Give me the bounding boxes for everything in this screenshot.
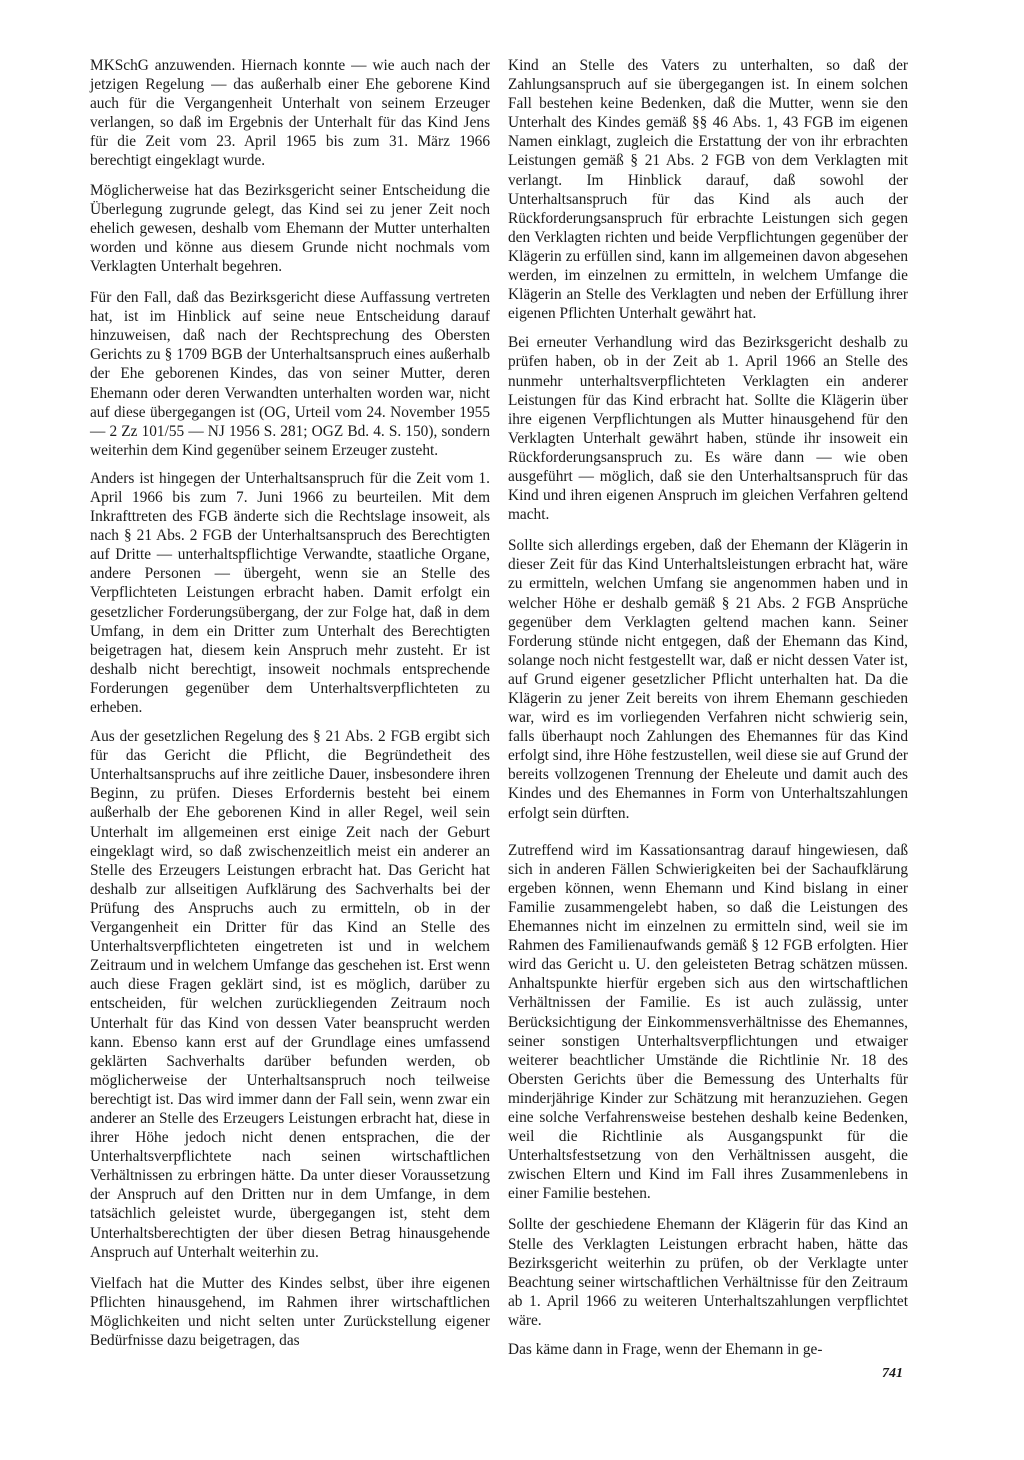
paragraph: Zutreffend wird im Kassationsantrag darauf hingewiesen, daß sich in anderen Fällen Schwierigkeiten bei der Sachaufklärung ergeben können, wenn Ehemann und Kind bislang in einer Familie zusammengelebt haben, so daß die Leistungen des Ehemannes nicht im einzelnen zu ermitteln sind, weil sie im Rahmen des Familienaufwands gemäß § 12 FGB erfolgten. Hier wird das Gericht u. U. den geleisteten Betrag schätzen müssen. Anhaltspunkte hierfür ergeben sich aus den wirtschaftlichen Verhältnissen der Familie. Es ist auch zulässig, unter Berücksichtigung der Einkommensverhältnisse des Ehemannes, seiner sonstigen Unterhaltsverpflichtungen und etwaiger weiterer beachtlicher Umstände die Richtlinie Nr. 18 des Obersten Gerichts über die Bemessung des Unterhalts für minderjährige Kinder zur Schätzung mit heranzuziehen. Gegen eine solche Verfahrensweise bestehen deshalb keine Bedenken, weil die Richtlinie als Ausgangspunkt für die Unterhaltsfestsetzung von den Verhältnissen ausgeht, die zwischen Eltern und Kind im Fall ihres Zusammenlebens in einer Familie bestehen. bbox=[508, 841, 908, 1203]
paragraph: Aus der gesetzlichen Regelung des § 21 Abs. 2 FGB ergibt sich für das Gericht die Pflicht, die Begründetheit des Unterhaltsanspruchs auf ihre zeitliche Dauer, insbesondere ihren Beginn, zu prüfen. Dieses Erfordernis besteht bei einem außerhalb der Ehe geborenen Kind in aller Regel, weil sein Unterhalt im allgemeinen erst einige Zeit nach der Geburt eingeklagt wird, so daß zwischenzeitlich meist ein anderer an Stelle des Erzeugers Leistungen erbracht hat. Das Gericht hat deshalb zur allseitigen Aufklärung des Sachverhalts bei der Prüfung des Anspruchs auch zu ermitteln, ob in der Vergangenheit ein Dritter für das Kind an Stelle des Unterhaltsverpflichteten eingetreten ist und in welchem Zeitraum und in welchem Umfange das geschehen ist. Erst wenn auch diese Fragen geklärt sind, ist es möglich, darüber zu entscheiden, für welchen zurückliegenden Zeitraum noch Unterhalt für das Kind von dessen Vater beansprucht werden kann. Ebenso kann erst auf der Grundlage eines umfassend geklärten Sachverhalts darüber befunden werden, ob möglicherweise der Unterhaltsanspruch noch teilweise berechtigt ist. Das wird immer dann der Fall sein, wenn zwar ein anderer an Stelle des Erzeugers Leistungen erbracht hat, diese in ihrer Höhe jedoch nicht denen entsprachen, die der Unterhaltsverpflichtete nach seinen wirtschaftlichen Verhältnissen zu erbringen hätte. Da unter dieser Voraussetzung der Anspruch auf den Dritten nur in dem Umfange, in dem tatsächlich geleistet wurde, übergegangen ist, steht dem Unterhaltsberechtigten der über diesen Betrag hinausgehende Anspruch auf Unterhalt weiterhin zu. bbox=[90, 728, 490, 1261]
paragraph: Für den Fall, daß das Bezirksgericht diese Auffassung vertreten hat, ist im Hinblick auf seine neue Entscheidung darauf hinzuweisen, daß nach der Rechtsprechung des Obersten Gerichts zu § 1709 BGB der Unterhaltsanspruch eines außerhalb der Ehe geborenen Kindes, das von seiner Mutter, deren Ehemann oder deren Verwandten unterhalten worden war, nicht auf diese übergegangen ist (OG, Urteil vom 24. November 1955 — 2 Zz 101/55 — NJ 1956 S. 281; OGZ Bd. 4. S. 150), sondern weiterhin dem Kind gegenüber seinem Erzeuger zusteht. bbox=[90, 289, 490, 459]
paragraph: Kind an Stelle des Vaters zu unterhalten, so daß der Zahlungsanspruch auf sie übergegangen ist. In einem solchen Fall bestehen keine Bedenken, daß die Mutter, wenn sie den Unterhalt des Kindes gemäß §§ 46 Abs. 1, 43 FGB im eigenen Namen einklagt, zugleich die Erstattung der von ihr erbrachten Leistungen gemäß § 21 Abs. 2 FGB von dem Verklagten mit verlangt. Im Hinblick darauf, daß sowohl der Unterhaltsanspruch für das Kind als auch der Rückforderungsanspruch für erbrachte Leistungen sich gegen den Verklagten richten und beide Verpflichtungen gegenüber der Klägerin zu erfüllen sind, kann im allgemeinen davon abgesehen werden, im einzelnen zu ermitteln, in welchem Umfange die Klägerin an Stelle des Verklagten und neben der Erfüllung ihrer eigenen Pflichten Unterhalt gewährt hat. bbox=[508, 57, 908, 323]
paragraph: Vielfach hat die Mutter des Kindes selbst, über ihre eigenen Pflichten hinausgehend, im Rahmen ihrer wirtschaftlichen Möglichkeiten und nicht selten unter Zurückstellung eigener Bedürfnisse dazu beigetragen, das bbox=[90, 1274, 490, 1349]
right-column bbox=[508, 56, 908, 1369]
left-column bbox=[90, 56, 490, 1360]
paragraph: Sollte sich allerdings ergeben, daß der Ehemann der Klägerin in dieser Zeit für das Kind Unterhaltsleistungen erbracht hat, wäre zu ermitteln, welchen Umfang sie angenommen haben und in welcher Höhe er deshalb gemäß § 21 Abs. 2 FGB Ansprüche gegenüber dem Verklagten geltend machen kann. Seiner Forderung stünde nicht entgegen, daß der Ehemann das Kind, solange noch nicht festgestellt war, daß er nicht dessen Vater ist, auf Grund eigener gesetzlicher Pflicht unterhalten hat. Da die Klägerin zu jener Zeit bereits von ihrem Ehemann geschieden war, wird es im vorliegenden Verfahren nicht schwierig sein, falls überhaupt noch Zahlungen des Ehemannes für das Kind erfolgt sind, ihre Höhe festzustellen, weil diese sie auf Grund der bereits vollzogenen Trennung der Eheleute und damit auch des Kindes und des Ehemannes in Form von Unterhaltszahlungen erfolgt sein dürften. bbox=[508, 537, 908, 822]
paragraph: Möglicherweise hat das Bezirksgericht seiner Entscheidung die Überlegung zugrunde gelegt, das Kind sei zu jener Zeit noch ehelich gewesen, deshalb vom Ehemann der Mutter unterhalten worden und könne aus diesem Grunde nicht nochmals vom Verklagten Unterhalt begehren. bbox=[90, 181, 490, 275]
paragraph: Bei erneuter Verhandlung wird das Bezirksgericht deshalb zu prüfen haben, ob in der Zeit ab 1. April 1966 an Stelle des nunmehr unterhaltsverpflichteten Verklagten ein anderer Leistungen für das Kind erbracht hat. Sollte die Klägerin über ihre eigenen Verpflichtungen als Mutter hinausgehend für den Verklagten Unterhalt gewährt haben, stünde ihr insoweit ein Rückforderungsanspruch zu. Es wäre dann — wie oben ausgeführt — möglich, daß sie den Unterhaltsanspruch für das Kind und ihren eigenen Anspruch im gleichen Verfahren geltend macht. bbox=[508, 334, 908, 524]
paragraph: Anders ist hingegen der Unterhaltsanspruch für die Zeit vom 1. April 1966 bis zum 7. Juni 1966 zu beurteilen. Mit dem Inkrafttreten des FGB änderte sich die Rechtslage insoweit, als nach § 21 Abs. 2 FGB der Unterhaltsanspruch des Berechtigten auf Dritte — unterhaltspflichtige Verwandte, staatliche Organe, andere Personen — übergeht, wenn sie an Stelle des Verpflichteten Leistungen erbracht haben. Damit erfolgt ein gesetzlicher Forderungsübergang, der zur Folge hat, daß in dem Umfang, in dem ein Dritter zum Unterhalt des Berechtigten beigetragen hat, diesem kein Anspruch mehr zusteht. Er ist deshalb nicht berechtigt, insoweit nochmals entsprechende Forderungen gegenüber dem Unterhaltsverpflichteten zu erheben. bbox=[90, 469, 490, 716]
page-number: 741 bbox=[882, 1366, 903, 1381]
paragraph: Sollte der geschiedene Ehemann der Klägerin für das Kind an Stelle des Verklagten Leistungen erbracht haben, hätte das Bezirksgericht weiterhin zu prüfen, ob der Verklagte unter Beachtung seiner wirtschaftlichen Verhältnisse für den Zeitraum ab 1. April 1966 zu weiteren Unterhaltszahlungen verpflichtet wäre. bbox=[508, 1216, 908, 1329]
paragraph: Das käme dann in Frage, wenn der Ehemann in ge- bbox=[508, 1341, 823, 1358]
document-page bbox=[90, 56, 930, 1386]
paragraph: MKSchG anzuwenden. Hiernach konnte — wie auch nach der jetzigen Regelung — das außerhalb einer Ehe geborene Kind auch für die Vergangenheit Unterhalt von seinem Erzeuger verlangen, so daß im Ergebnis der Unterhalt für das Kind Jens für die Zeit vom 23. April 1965 bis zum 31. März 1966 berechtigt eingeklagt wurde. bbox=[90, 57, 490, 170]
